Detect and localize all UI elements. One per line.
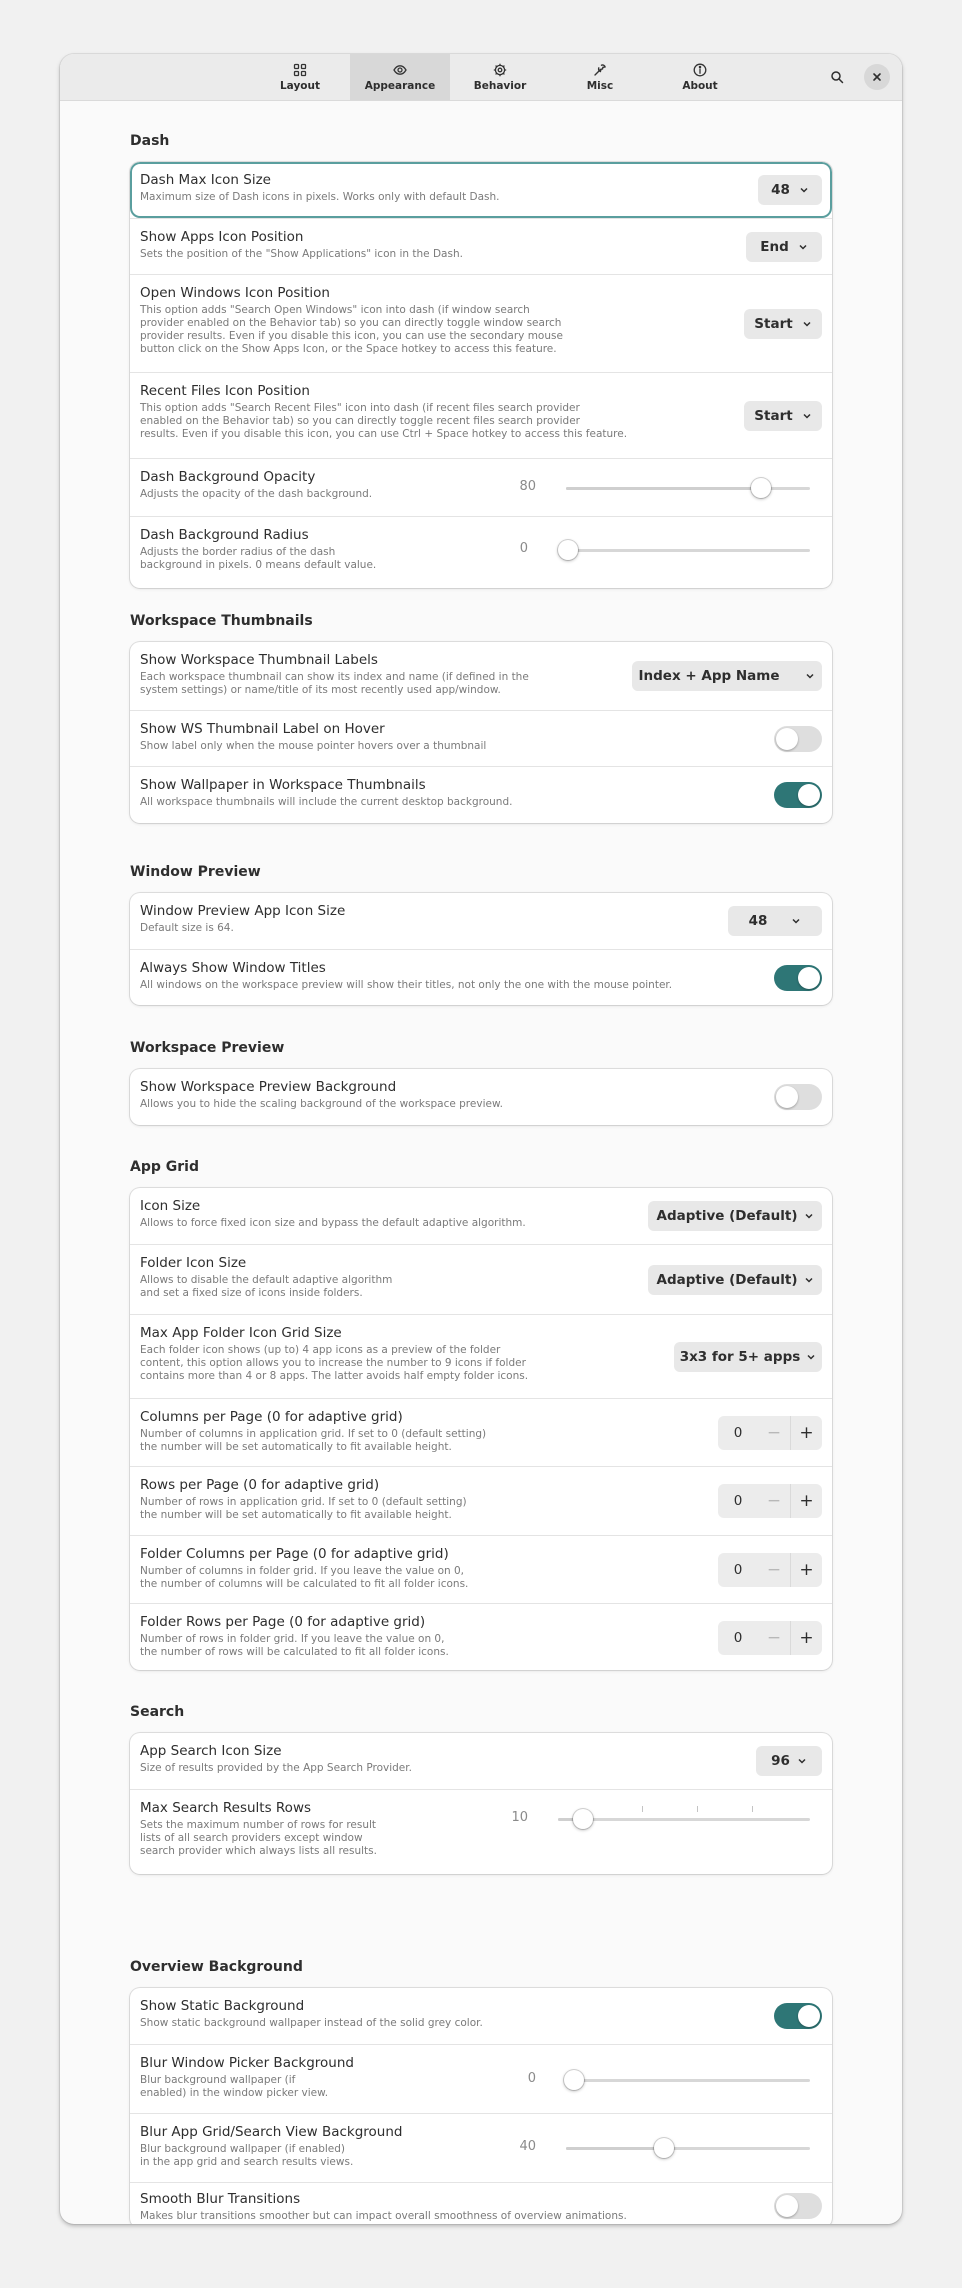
dash-icon-size-dropdown[interactable]: [758, 175, 822, 205]
slider-handle[interactable]: [564, 2070, 584, 2090]
row-subtitle: Each folder icon shows (up to) 4 app icons as a preview of the folder content, this option allows you to increase the number to 9 icons if folder contains more than 4 or 8 apps. The latter avoids half empty folder icons.: [140, 1344, 529, 1382]
row-title: Icon Size: [140, 1198, 201, 1214]
chevron-down-icon: [802, 411, 812, 421]
slider-handle[interactable]: [751, 478, 771, 498]
folder-rows-spinbutton[interactable]: [718, 1621, 822, 1655]
increment-button[interactable]: +: [790, 1553, 822, 1587]
switch-knob: [776, 1086, 798, 1108]
section-title-app-grid: App Grid: [130, 1159, 199, 1175]
window-preview-group: [130, 893, 832, 1005]
app-grid-icon-size-dropdown[interactable]: [648, 1201, 822, 1231]
view-switcher: [250, 54, 750, 100]
row-subtitle: Each workspace thumbnail can show its index and name (if defined in the system settings) or name/title of its most recently used app/window.: [140, 671, 529, 696]
switch-knob: [798, 784, 820, 806]
decrement-button[interactable]: −: [766, 1423, 782, 1443]
close-button[interactable]: [864, 64, 890, 90]
spin-value[interactable]: 0: [733, 1425, 743, 1441]
chevron-down-icon: [799, 185, 809, 195]
row-title: Columns per Page (0 for adaptive grid): [140, 1409, 403, 1425]
row-dash-background-radius: [130, 516, 832, 588]
row-title: Show Static Background: [140, 1998, 305, 2014]
row-title: Max App Folder Icon Grid Size: [140, 1325, 342, 1341]
workspace-thumbnails-group: [130, 642, 832, 823]
row-dash-max-icon-size: [130, 162, 832, 218]
search-button[interactable]: [824, 64, 850, 90]
increment-button[interactable]: +: [790, 1621, 822, 1655]
row-subtitle: All windows on the workspace preview will show their titles, not only the one with the mouse pointer.: [140, 979, 673, 991]
row-blur-window-picker-background: [130, 2044, 832, 2113]
blur-grid-slider[interactable]: [566, 2147, 810, 2150]
slider-tick: [697, 1806, 698, 1812]
overview-background-group: [130, 1988, 832, 2224]
row-recent-files-icon-position: [130, 372, 832, 458]
chevron-down-icon: [802, 319, 812, 329]
decrement-button[interactable]: −: [766, 1560, 782, 1580]
row-subtitle: Allows you to hide the scaling background of the workspace preview.: [140, 1098, 503, 1110]
section-title-dash: Dash: [130, 133, 170, 149]
row-title: Rows per Page (0 for adaptive grid): [140, 1477, 380, 1493]
dropdown-value: 96: [771, 1753, 790, 1769]
row-subtitle: All workspace thumbnails will include the current desktop background.: [140, 796, 513, 808]
tab-label: Behavior: [473, 79, 527, 92]
row-title: Recent Files Icon Position: [140, 383, 310, 399]
chevron-down-icon: [804, 1211, 814, 1221]
row-show-apps-icon-position: [130, 218, 832, 274]
window-preview-icon-size-dropdown[interactable]: [728, 906, 822, 936]
slider-value: 40: [519, 2139, 536, 2154]
search-group: [130, 1733, 832, 1874]
tab-about[interactable]: [650, 54, 750, 100]
dropdown-value: Adaptive (Default): [656, 1208, 798, 1224]
tab-label: Layout: [279, 79, 320, 92]
row-window-preview-icon-size: [130, 893, 832, 949]
workspace-preview-group: [130, 1069, 832, 1125]
slider-handle[interactable]: [654, 2138, 674, 2158]
row-ws-label-on-hover: [130, 710, 832, 766]
slider-value: 0: [527, 2071, 536, 2086]
row-subtitle: Number of columns in folder grid. If you leave the value on 0, the number of columns will be calculated to fit all folder icons.: [140, 1565, 469, 1590]
switch-knob: [798, 967, 820, 989]
row-title: Folder Rows per Page (0 for adaptive grid): [140, 1614, 426, 1630]
tab-layout[interactable]: [250, 54, 350, 100]
search-icon-size-dropdown[interactable]: [756, 1746, 822, 1776]
row-title: Folder Icon Size: [140, 1255, 247, 1271]
row-title: Smooth Blur Transitions: [140, 2191, 301, 2207]
row-title: Show Workspace Thumbnail Labels: [140, 652, 378, 668]
layout-grid-icon: [293, 63, 307, 77]
chevron-down-icon: [805, 671, 815, 681]
window-titles-switch[interactable]: [774, 965, 822, 991]
row-columns-per-page: [130, 1398, 832, 1466]
row-smooth-blur-transitions: [130, 2182, 832, 2224]
row-always-show-window-titles: [130, 949, 832, 1005]
row-subtitle: Number of columns in application grid. If set to 0 (default setting) the number will be set automatically to fit available height.: [140, 1428, 487, 1453]
section-title-workspace-thumbnails: Workspace Thumbnails: [130, 613, 313, 629]
dropdown-value: 48: [771, 182, 790, 198]
chevron-down-icon: [806, 1352, 816, 1362]
slider-fill: [566, 487, 761, 490]
row-subtitle: Adjusts the opacity of the dash background.: [140, 488, 373, 500]
slider-fill: [566, 2147, 664, 2150]
row-title: Window Preview App Icon Size: [140, 903, 346, 919]
recent-icon-position-dropdown[interactable]: [744, 401, 822, 431]
row-title: Dash Max Icon Size: [140, 172, 271, 188]
row-rows-per-page: [130, 1466, 832, 1535]
row-title: Dash Background Radius: [140, 527, 309, 543]
slider-value: 0: [519, 541, 528, 556]
wallpaper-thumbnails-switch[interactable]: [774, 782, 822, 808]
row-max-app-folder-icon-grid-size: [130, 1314, 832, 1398]
row-max-search-results-rows: [130, 1789, 832, 1874]
row-title: Show Workspace Preview Background: [140, 1079, 397, 1095]
tab-label: About: [682, 79, 718, 92]
spin-value[interactable]: 0: [733, 1630, 743, 1646]
dropdown-value: End: [760, 239, 789, 255]
tab-misc[interactable]: [550, 54, 650, 100]
tab-label: Appearance: [364, 79, 436, 92]
row-title: Open Windows Icon Position: [140, 285, 330, 301]
tab-behavior[interactable]: [450, 54, 550, 100]
section-title-overview-background: Overview Background: [130, 1959, 303, 1975]
slider-handle[interactable]: [558, 540, 578, 560]
dropdown-value: Index + App Name: [638, 668, 780, 684]
slider-value: 10: [511, 1810, 528, 1825]
eye-icon: [393, 63, 407, 77]
static-background-switch[interactable]: [774, 2003, 822, 2029]
chevron-down-icon: [798, 242, 808, 252]
close-icon: [870, 70, 884, 84]
increment-button[interactable]: +: [790, 1416, 822, 1450]
spin-value[interactable]: 0: [733, 1562, 743, 1578]
row-title: Show Apps Icon Position: [140, 229, 304, 245]
chevron-down-icon: [791, 916, 801, 926]
tab-appearance[interactable]: [350, 54, 450, 100]
row-subtitle: Blur background wallpaper (if enabled) in the app grid and search results views.: [140, 2143, 354, 2168]
row-subtitle: Allows to force fixed icon size and bypass the default adaptive algorithm.: [140, 1217, 526, 1229]
dropdown-value: 3x3 for 5+ apps: [679, 1349, 801, 1365]
row-workspace-preview-background: [130, 1069, 832, 1125]
slider-handle[interactable]: [573, 1809, 593, 1829]
row-subtitle: This option adds "Search Open Windows" icon into dash (if window search provider enabled on the Behavior tab) so you can directly toggle window search provider results. Even if you disable this icon, you can use the secondary mouse button click on the Show Apps Icon, or the Space hotkey to access this feature.: [140, 304, 563, 355]
folder-columns-spinbutton[interactable]: [718, 1553, 822, 1587]
slider-value: 80: [519, 479, 536, 494]
row-title: Blur Window Picker Background: [140, 2055, 354, 2071]
row-title: Show Wallpaper in Workspace Thumbnails: [140, 777, 426, 793]
row-title: Folder Columns per Page (0 for adaptive grid): [140, 1546, 449, 1562]
row-subtitle: Show label only when the mouse pointer hovers over a thumbnail: [140, 740, 487, 752]
section-title-search: Search: [130, 1704, 185, 1720]
switch-knob: [776, 728, 798, 750]
switch-knob: [776, 2195, 798, 2217]
windows-icon-position-dropdown[interactable]: [744, 309, 822, 339]
row-title: Dash Background Opacity: [140, 469, 316, 485]
row-subtitle: Number of rows in folder grid. If you leave the value on 0, the number of rows will be calculated to fit all folder icons.: [140, 1633, 449, 1658]
row-icon-size: [130, 1188, 832, 1244]
row-subtitle: Sets the maximum number of rows for result lists of all search providers except window search provider which always lists all results.: [140, 1819, 377, 1857]
row-folder-icon-size: [130, 1244, 832, 1314]
row-subtitle: Size of results provided by the App Search Provider.: [140, 1762, 412, 1774]
row-dash-background-opacity: [130, 458, 832, 516]
row-folder-columns-per-page: [130, 1535, 832, 1603]
row-folder-rows-per-page: [130, 1603, 832, 1670]
dropdown-value: Adaptive (Default): [656, 1272, 798, 1288]
slider-tick: [642, 1806, 643, 1812]
row-subtitle: This option adds "Search Recent Files" icon into dash (if recent files search provider enabled on the Behavior tab) so you can directly toggle recent files search provider results. Even if you disable this icon, you can use Ctrl + Space hotkey to access this feature.: [140, 402, 628, 440]
tools-icon: [593, 63, 607, 77]
switch-knob: [798, 2005, 820, 2027]
row-app-search-icon-size: [130, 1733, 832, 1789]
tab-label: Misc: [586, 79, 614, 92]
thumbnail-labels-dropdown[interactable]: [632, 661, 822, 691]
chevron-down-icon: [804, 1275, 814, 1285]
slider-tick: [752, 1806, 753, 1812]
row-subtitle: Blur background wallpaper (if enabled) in the window picker view.: [140, 2074, 329, 2099]
folder-grid-size-dropdown[interactable]: [674, 1342, 822, 1372]
search-rows-slider[interactable]: [558, 1818, 810, 1821]
gear-icon: [493, 63, 507, 77]
dropdown-value: Start: [754, 316, 793, 332]
spin-value[interactable]: 0: [733, 1493, 743, 1509]
decrement-button[interactable]: −: [766, 1628, 782, 1648]
workspace-preview-background-switch[interactable]: [774, 1084, 822, 1110]
header-bar: [60, 54, 902, 101]
app-grid-group: [130, 1188, 832, 1670]
decrement-button[interactable]: −: [766, 1491, 782, 1511]
row-wallpaper-in-thumbnails: [130, 766, 832, 823]
row-subtitle: Allows to disable the default adaptive algorithm and set a fixed size of icons inside folders.: [140, 1274, 393, 1299]
row-subtitle: Sets the position of the "Show Applications" icon in the Dash.: [140, 248, 463, 260]
preferences-window: [60, 54, 902, 2224]
smooth-blur-switch[interactable]: [774, 2193, 822, 2219]
folder-icon-size-dropdown[interactable]: [648, 1265, 822, 1295]
row-title: Max Search Results Rows: [140, 1800, 312, 1816]
row-blur-app-grid-background: [130, 2113, 832, 2182]
row-subtitle: Adjusts the border radius of the dash background in pixels. 0 means default value.: [140, 546, 377, 571]
dash-group: [130, 162, 832, 588]
row-subtitle: Show static background wallpaper instead of the solid grey color.: [140, 2017, 483, 2029]
chevron-down-icon: [797, 1756, 807, 1766]
increment-button[interactable]: +: [790, 1484, 822, 1518]
row-workspace-thumbnail-labels: [130, 642, 832, 710]
row-title: Show WS Thumbnail Label on Hover: [140, 721, 385, 737]
dropdown-value: 48: [748, 913, 768, 929]
apps-icon-position-dropdown[interactable]: [746, 232, 822, 262]
label-hover-switch[interactable]: [774, 726, 822, 752]
section-title-window-preview: Window Preview: [130, 864, 261, 880]
row-subtitle: Default size is 64.: [140, 922, 234, 934]
radius-slider[interactable]: [560, 549, 810, 552]
row-title: App Search Icon Size: [140, 1743, 282, 1759]
row-title: Always Show Window Titles: [140, 960, 326, 976]
row-subtitle: Maximum size of Dash icons in pixels. Works only with default Dash.: [140, 191, 500, 203]
search-icon: [830, 70, 844, 84]
dropdown-value: Start: [754, 408, 793, 424]
opacity-slider[interactable]: [566, 487, 810, 490]
row-title: Blur App Grid/Search View Background: [140, 2124, 403, 2140]
row-show-static-background: [130, 1988, 832, 2044]
section-title-workspace-preview: Workspace Preview: [130, 1040, 285, 1056]
row-subtitle: Makes blur transitions smoother but can impact overall smoothness of overview animations.: [140, 2210, 627, 2222]
blur-picker-slider[interactable]: [566, 2079, 810, 2082]
row-subtitle: Number of rows in application grid. If set to 0 (default setting) the number will be set automatically to fit available height.: [140, 1496, 467, 1521]
rows-spinbutton[interactable]: [718, 1484, 822, 1518]
row-open-windows-icon-position: [130, 274, 832, 372]
info-icon: [693, 63, 707, 77]
columns-spinbutton[interactable]: [718, 1416, 822, 1450]
